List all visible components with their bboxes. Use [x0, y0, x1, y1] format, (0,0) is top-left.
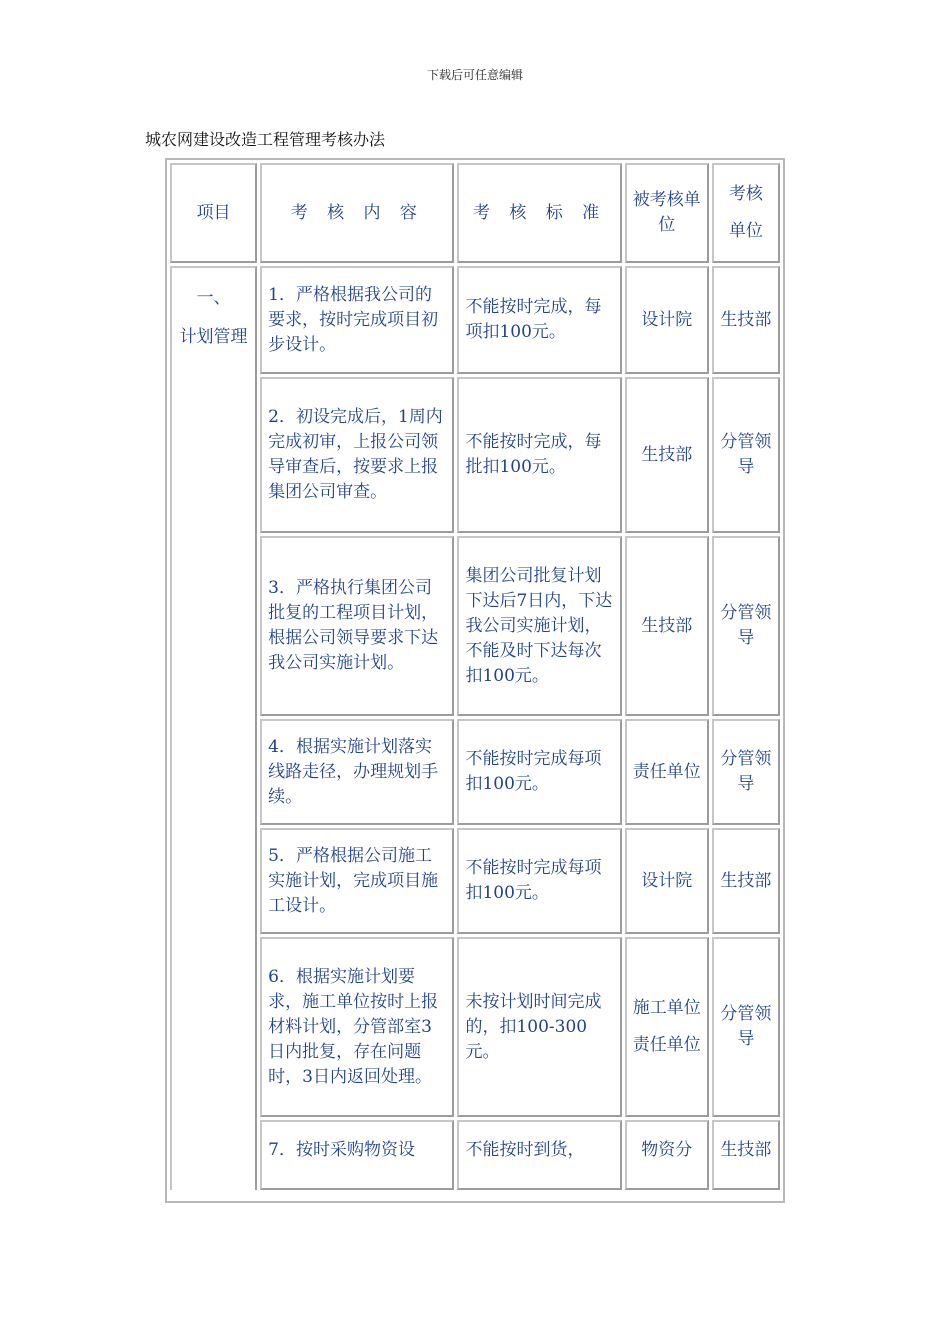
- assessor-cell: 生技部: [712, 828, 780, 934]
- assessment-table: [165, 158, 785, 1203]
- table-row: [170, 536, 780, 716]
- assessed-unit-1: 施工单位: [632, 998, 701, 1018]
- assessed-cell: 责任单位: [625, 719, 709, 825]
- table-header-row: [170, 163, 780, 263]
- table-row: [170, 719, 780, 825]
- assessor-cell: 分管领导: [712, 536, 780, 716]
- standard-cell: 不能按时到货，: [457, 1120, 621, 1190]
- header-content: 考 核 内 容: [260, 163, 454, 263]
- standard-cell: 集团公司批复计划下达后7日内，下达我公司实施计划，不能及时下达每次扣100元。: [457, 536, 621, 716]
- assessed-unit-2: 责任单位: [632, 1035, 701, 1055]
- assessor-cell: 生技部: [712, 1120, 780, 1190]
- standard-cell: 未按计划时间完成的，扣100-300元。: [457, 937, 621, 1117]
- content-cell: 7．按时采购物资设: [260, 1120, 454, 1190]
- assessed-cell: 物资分: [625, 1120, 709, 1190]
- content-cell: 3．严格执行集团公司批复的工程项目计划，根据公司领导要求下达我公司实施计划。: [260, 536, 454, 716]
- standard-cell: 不能按时完成每项扣100元。: [457, 719, 621, 825]
- standard-cell: 不能按时完成，每批扣100元。: [457, 377, 621, 533]
- content-cell: 2．初设完成后，1周内完成初审，上报公司领导审查后，按要求上报集团公司审查。: [260, 377, 454, 533]
- header-assessor-line2: 单位: [728, 221, 763, 241]
- table-row: [170, 1120, 780, 1190]
- header-note: 下载后可任意编辑: [426, 68, 523, 82]
- section-name: 计划管理: [179, 327, 248, 347]
- header-standard: 考 核 标 准: [457, 163, 621, 263]
- standard-cell: 不能按时完成，每项扣100元。: [457, 266, 621, 374]
- assessor-cell: 分管领导: [712, 719, 780, 825]
- table-row: [170, 266, 780, 374]
- header-assessed-unit: 被考核单位: [625, 163, 709, 263]
- header-assessor-unit: [712, 163, 780, 263]
- assessor-cell: 分管领导: [712, 937, 780, 1117]
- header-assessor-line1: 考核: [728, 184, 763, 204]
- content-cell: 6．根据实施计划要求，施工单位按时上报材料计划，分管部室3日内批复，存在问题时，3日内返回处理。: [260, 937, 454, 1117]
- section-cell: [170, 266, 257, 1190]
- header-item: 项目: [170, 163, 257, 263]
- assessed-cell: [625, 937, 709, 1117]
- assessed-cell: 生技部: [625, 377, 709, 533]
- content-cell: 1．严格根据我公司的要求，按时完成项目初步设计。: [260, 266, 454, 374]
- assessor-cell: 分管领导: [712, 377, 780, 533]
- assessed-cell: 设计院: [625, 266, 709, 374]
- document-title: 城农网建设改造工程管理考核办法: [145, 130, 386, 149]
- assessed-cell: 生技部: [625, 536, 709, 716]
- content-cell: 5．严格根据公司施工实施计划，完成项目施工设计。: [260, 828, 454, 934]
- table-row: [170, 377, 780, 533]
- content-cell: 4．根据实施计划落实线路走径，办理规划手续。: [260, 719, 454, 825]
- assessor-cell: 生技部: [712, 266, 780, 374]
- table-row: [170, 828, 780, 934]
- section-number: 一、: [196, 288, 231, 308]
- assessed-cell: 设计院: [625, 828, 709, 934]
- standard-cell: 不能按时完成每项扣100元。: [457, 828, 621, 934]
- table-row: [170, 937, 780, 1117]
